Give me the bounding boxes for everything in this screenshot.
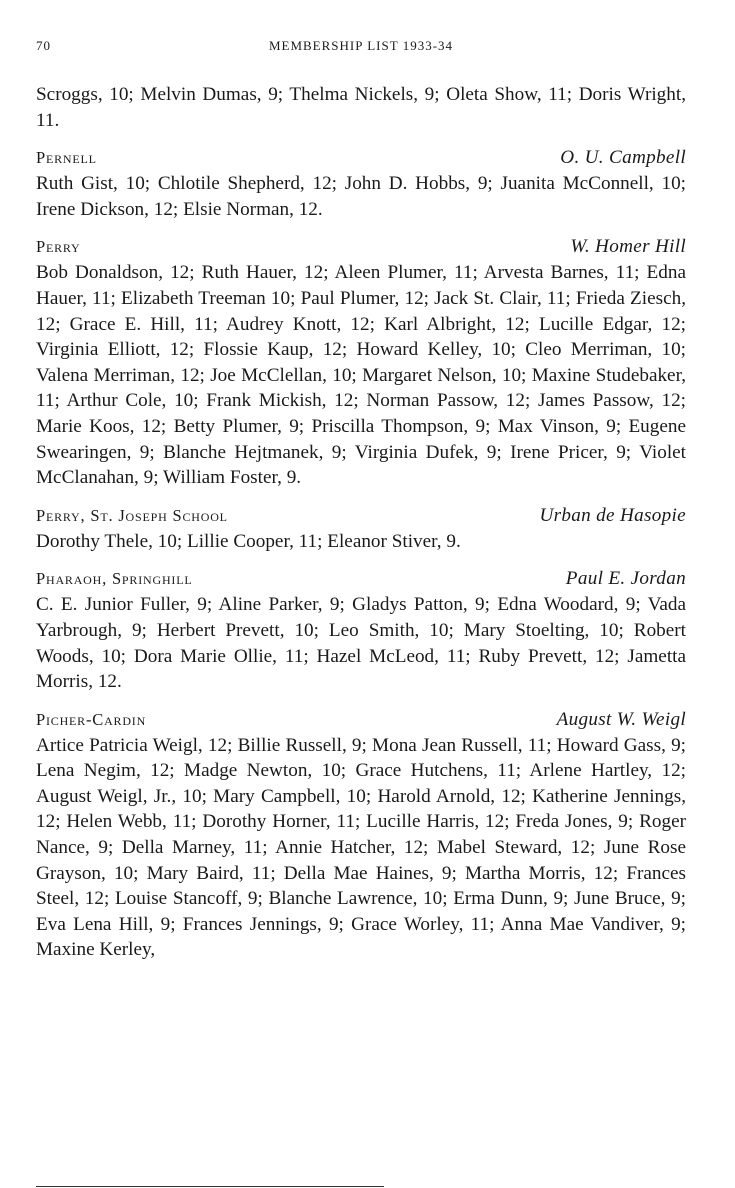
sponsor-name: Urban de Hasopie xyxy=(539,504,686,526)
member-list: C. E. Junior Fuller, 9; Aline Parker, 9; Gladys Patton, 9; Edna Woodard, 9; Vada Yarbrough, 9; Herbert Prevett, 10; Leo Smith, 10; Mary Stoelting, 10; Robert Woods, 10; Dora Marie Ollie, 11; Hazel McLeod, 11; Ruby Prevett, 12; Jametta Morris, 12. xyxy=(36,594,686,693)
school-name: Perry, St. Joseph School xyxy=(36,505,228,525)
sponsor-name: O. U. Campbell xyxy=(560,147,686,169)
school-name: Picher-Cardin xyxy=(36,709,147,729)
school-entry xyxy=(36,706,686,963)
entry-heading xyxy=(36,565,686,592)
running-header xyxy=(36,34,686,56)
school-entry xyxy=(36,565,686,694)
school-entry xyxy=(36,144,686,222)
continuation-paragraph: Scroggs, 10; Melvin Dumas, 9; Thelma Nickels, 9; Oleta Show, 11; Doris Wright, 11. xyxy=(36,84,686,131)
entry-heading xyxy=(36,502,686,529)
document-page xyxy=(36,34,686,963)
school-name: Perry xyxy=(36,237,81,257)
school-entry xyxy=(36,233,686,490)
school-name: Pharaoh, Springhill xyxy=(36,569,193,589)
member-list: Dorothy Thele, 10; Lillie Cooper, 11; Eleanor Stiver, 9. xyxy=(36,530,461,552)
school-entry xyxy=(36,502,686,555)
page-number: 70 xyxy=(36,38,51,53)
header-title: MEMBERSHIP LIST 1933-34 xyxy=(268,38,454,53)
sponsor-name: W. Homer Hill xyxy=(570,236,686,258)
entry-heading xyxy=(36,233,686,260)
member-list: Artice Patricia Weigl, 12; Billie Russell, 9; Mona Jean Russell, 11; Howard Gass, 9; Lena Negim, 12; Madge Newton, 10; Grace Hutchens, 11; Arlene Hartley, 12; August Weigl, Jr., 10; Mary Campbell, 10; Harold Arnold, 12; Katherine Jennings, 12; Helen Webb, 11; Dorothy Horner, 11; Lucille Harris, 12; Freda Jones, 9; Roger Nance, 9; Della Marney, 11; Annie Hatcher, 12; Mabel Steward, 12; June Rose Grayson, 10; Mary Baird, 11; Della Mae Haines, 9; Martha Morris, 12; Frances Steel, 12; Louise Stancoff, 9; Blanche Lawrence, 10; Erma Dunn, 9; June Bruce, 9; Eva Lena Hill, 9; Frances Jennings, 9; Grace Worley, 11; Anna Mae Vandiver, 9; Maxine Kerley, xyxy=(36,734,686,961)
entry-heading xyxy=(36,144,686,171)
sponsor-name: August W. Weigl xyxy=(556,708,686,730)
member-list: Ruth Gist, 10; Chlotile Shepherd, 12; John D. Hobbs, 9; Juanita McConnell, 10; Irene Dickson, 12; Elsie Norman, 12. xyxy=(36,173,686,220)
sponsor-name: Paul E. Jordan xyxy=(565,568,686,590)
entry-heading xyxy=(36,706,686,733)
member-list: Bob Donaldson, 12; Ruth Hauer, 12; Aleen Plumer, 11; Arvesta Barnes, 11; Edna Hauer, 11; Elizabeth Treeman 10; Paul Plumer, 12; Jack St. Clair, 11; Frieda Ziesch, 12; Grace E. Hill, 11; Audrey Knott, 12; Karl Albright, 12; Lucille Edgar, 12; Virginia Elliott, 12; Flossie Kaup, 12; Howard Kelley, 10; Cleo Merriman, 10; Valena Merriman, 12; Joe McClellan, 10; Margaret Nelson, 10; Maxine Studebaker, 11; Arthur Cole, 10; Frank Mickish, 12; Norman Passow, 12; James Passow, 12; Marie Koos, 12; Betty Plumer, 9; Priscilla Thompson, 9; Max Vinson, 9; Eugene Swearingen, 9; Blanche Hejtmanek, 9; Virginia Dufek, 9; Irene Pricer, 9; Violet McClanahan, 9; William Foster, 9. xyxy=(36,262,686,489)
school-name: Pernell xyxy=(36,148,97,168)
bottom-rule xyxy=(36,1186,384,1187)
